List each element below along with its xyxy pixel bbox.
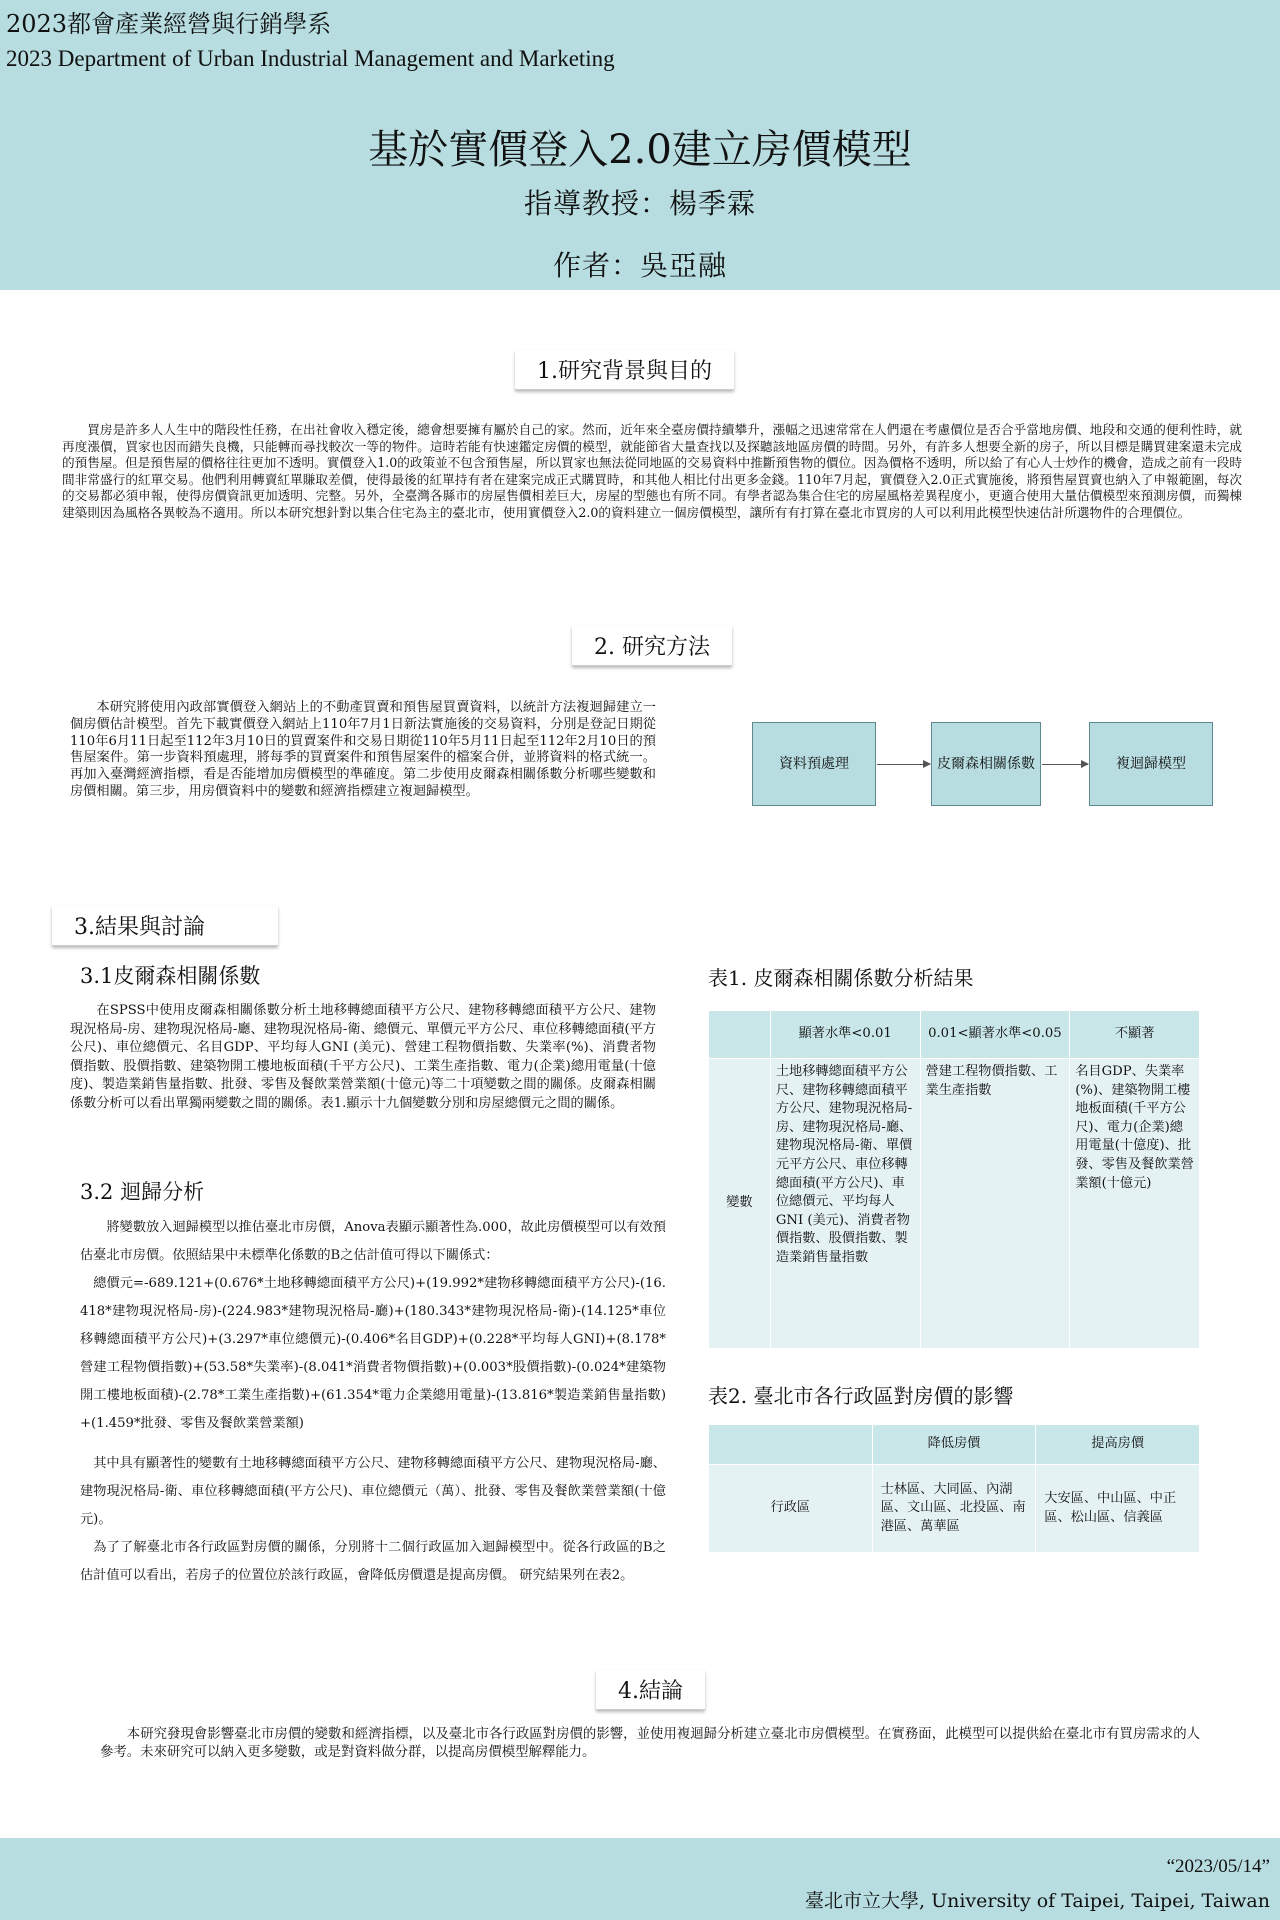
table-1-caption: 表1. 皮爾森相關係數分析結果: [708, 966, 974, 990]
section-1-body: 買房是許多人人生中的階段性任務，在出社會收入穩定後，總會想要擁有屬於自己的家。然而，近年來全臺房價持續攀升，漲幅之迅速常常在人們還在考慮價位是否合乎當地房價、地段和交通的便利性時，就再度漲價，買家也因而錯失良機，只能轉而尋找較次一等的物件。這時若能有快速鑑定房價的模型，就能節省大量查找以及探聽該地區房價的時間。另外，有許多人想要全新的房子，所以目標是購買建案還未完成的預售屋。但是預售屋的價格往往更加不透明。實價登入1.0的政策並不包含預售屋，所以買家也無法從同地區的交易資料中推斷預售物的價位。因為價格不透明，所以給了有心人士炒作的機會，造成之前有一段時間非常盛行的紅單交易。他們利用轉賣紅單賺取差價，使得最後的紅單持有者在建案完成正式購買時，和其他人相比付出更多金錢。110年7月起，實價登入2.0正式實施後，將預售屋買賣也納入了申報範圍，每次的交易都必須申報，使得房價資訊更加透明、完整。另外，全臺灣各縣市的房屋售價相差巨大，房屋的型態也有所不同。有學者認為集合住宅的房屋風格差異程度小，更適合使用大量估價模型來預測房價，而獨棟建築則因為風格各異較為不適用。所以本研究想針對以集合住宅為主的臺北市，使用實價登入2.0的資料建立一個房價模型，讓所有有打算在臺北市買房的人可以利用此模型快速估計所選物件的合理價位。: [62, 422, 1242, 520]
table-1-header-blank: [709, 1011, 771, 1059]
section-3-heading: 3.結果與討論: [52, 906, 278, 946]
section-2-heading: 2. 研究方法: [572, 626, 732, 666]
author-line: 作者：吳亞融: [552, 249, 727, 282]
regression-equation: 總價元=-689.121+(0.676*土地移轉總面積平方公尺)+(19.992*建物移轉總面積平方公尺)-(16.418*建物現況格局-房)-(224.983*建物現況格局-廳)+(180.343*建物現況格局-衛)-(14.125*車位移轉總面積平方公尺)+(3.297*車位總價元)-(0.406*名目GDP)+(0.228*平均每人GNI)+(8.178*營建工程物價指數)+(53.58*失業率)-(8.041*消費者物價指數)+(0.003*股價指數)-(0.024*建築物開工樓地板面積)-(2.78*工業生產指數)+(61.354*電力企業總用電量)-(13.816*製造業銷售量指數)+(1.459*批發、零售及餐飲業營業額): [80, 1276, 666, 1431]
table-1-header-sig-005: 0.01<顯著水準<0.05: [920, 1011, 1070, 1059]
table-1-header-not-sig: 不顯著: [1070, 1011, 1200, 1059]
subsection-3-2-significant: 其中具有顯著性的變數有土地移轉總面積平方公尺、建物移轉總面積平方公尺、建物現況格局-廳、建物現況格局-衛、車位移轉總面積(平方公尺)、車位總價元（萬）、批發、零售及餐飲業營業額(十億元)。: [80, 1456, 666, 1527]
flow-step-regression: 複迴歸模型: [1089, 722, 1213, 806]
table-1: [708, 1010, 1200, 1349]
subsection-3-1-title: 3.1皮爾森相關係數: [80, 964, 261, 988]
table-1-cell-sig-001: 土地移轉總面積平方公尺、建物移轉總面積平方公尺、建物現況格局-房、建物現況格局-廳、建物現況格局-衛、單價元平方公尺、車位移轉總面積(平方公尺)、車位總價元、平均每人GNI (美元)、消費者物價指數、股價指數、製造業銷售量指數: [770, 1059, 920, 1349]
subsection-3-1-body: 在SPSS中使用皮爾森相關係數分析土地移轉總面積平方公尺、建物移轉總面積平方公尺、建物現況格局-房、建物現況格局-廳、建物現況格局-衛、總價元、單價元平方公尺、車位移轉總面積(平方公尺)、車位總價元、名目GDP、平均每人GNI (美元)、營建工程物價指數、失業率(%)、消費者物價指數、股價指數、建築物開工樓地板面積(千平方公尺)、工業生產指數、電力(企業)總用電量(十億度)、製造業銷售量指數、批發、零售及餐飲業營業額(十億元)等二十項變數之間的關係。皮爾森相關係數分析可以看出單獨兩變數之間的關係。表1.顯示十九個變數分別和房屋總價元之間的關係。: [70, 1003, 656, 1111]
flow-arrow-2: [1042, 764, 1088, 765]
table-2-header-increase: 提高房價: [1036, 1425, 1200, 1465]
table-1-header-sig-001: 顯著水準<0.01: [770, 1011, 920, 1059]
table-2-cell-decrease: 士林區、大同區、內湖區、文山區、北投區、南港區、萬華區: [872, 1465, 1036, 1553]
flow-arrow-1: [877, 764, 930, 765]
department-name-zh: 2023都會產業經營與行銷學系: [6, 10, 332, 38]
department-name-en: 2023 Department of Urban Industrial Management and Marketing: [6, 46, 615, 71]
section-4-heading: 4.結論: [596, 1670, 705, 1710]
advisor-line: 指導教授：楊季霖: [523, 187, 756, 220]
section-1-heading: 1.研究背景與目的: [515, 350, 734, 390]
table-2-caption: 表2. 臺北市各行政區對房價的影響: [708, 1384, 1014, 1408]
section-2-body: 本研究將使用內政部實價登入網站上的不動產買賣和預售屋買賣資料，以統計方法複迴歸建立一個房價估計模型。首先下載實價登入網站上110年7月1日新法實施後的交易資料，分別是登記日期從110年6月11日起至112年3月10日的買賣案件和交易日期從110年5月11日起至112年2月10日的預售屋案件。第一步資料預處理，將每季的買賣案件和預售屋案件的檔案合併，並將資料的格式統一。再加入臺灣經濟指標，看是否能增加房價模型的準確度。第二步使用皮爾森相關係數分析哪些變數和房價相關。第三步，用房價資料中的變數和經濟指標建立複迴歸模型。: [70, 700, 656, 799]
table-1-cell-not-sig: 名目GDP、失業率(%)、建築物開工樓地板面積(千平方公尺)、電力(企業)總用電量(十億度)、批發、零售及餐飲業營業額(十億元): [1070, 1059, 1200, 1349]
table-2-row-label: 行政區: [709, 1465, 873, 1553]
subsection-3-2-intro: 將變數放入迴歸模型以推估臺北市房價，Anova表顯示顯著性為.000，故此房價模型可以有效預估臺北市房價。依照結果中未標準化係數的B之估計值可得以下關係式：: [80, 1220, 666, 1263]
table-1-row-label: 變數: [709, 1059, 771, 1349]
poster-date: “2023/05/14”: [1166, 1856, 1270, 1877]
poster-title: 基於實價登入2.0建立房價模型: [368, 127, 912, 173]
subsection-3-2-districts: 為了了解臺北市各行政區對房價的關係，分別將十二個行政區加入迴歸模型中。從各行政區的B之估計值可以看出，若房子的位置位於該行政區，會降低房價還是提高房價。 研究結果列在表2。: [80, 1540, 666, 1583]
table-2-cell-increase: 大安區、中山區、中正區、松山區、信義區: [1036, 1465, 1200, 1553]
flow-step-preprocessing: 資料預處理: [752, 722, 876, 806]
subsection-3-2-title: 3.2 迴歸分析: [80, 1180, 205, 1204]
table-2: [708, 1424, 1200, 1553]
table-2-header-decrease: 降低房價: [872, 1425, 1036, 1465]
table-2-header-blank: [709, 1425, 873, 1465]
flow-step-pearson: 皮爾森相關係數: [931, 722, 1041, 806]
table-1-cell-sig-005: 營建工程物價指數、工業生產指數: [920, 1059, 1070, 1349]
section-4-body: 本研究發現會影響臺北市房價的變數和經濟指標，以及臺北市各行政區對房價的影響，並使用複迴歸分析建立臺北市房價模型。在實務面，此模型可以提供給在臺北市有買房需求的人參考。未來研究可以納入更多變數，或是對資料做分群，以提高房價模型解釋能力。: [100, 1727, 1200, 1760]
affiliation: 臺北市立大學, University of Taipei, Taipei, Taiwan: [805, 1890, 1270, 1912]
